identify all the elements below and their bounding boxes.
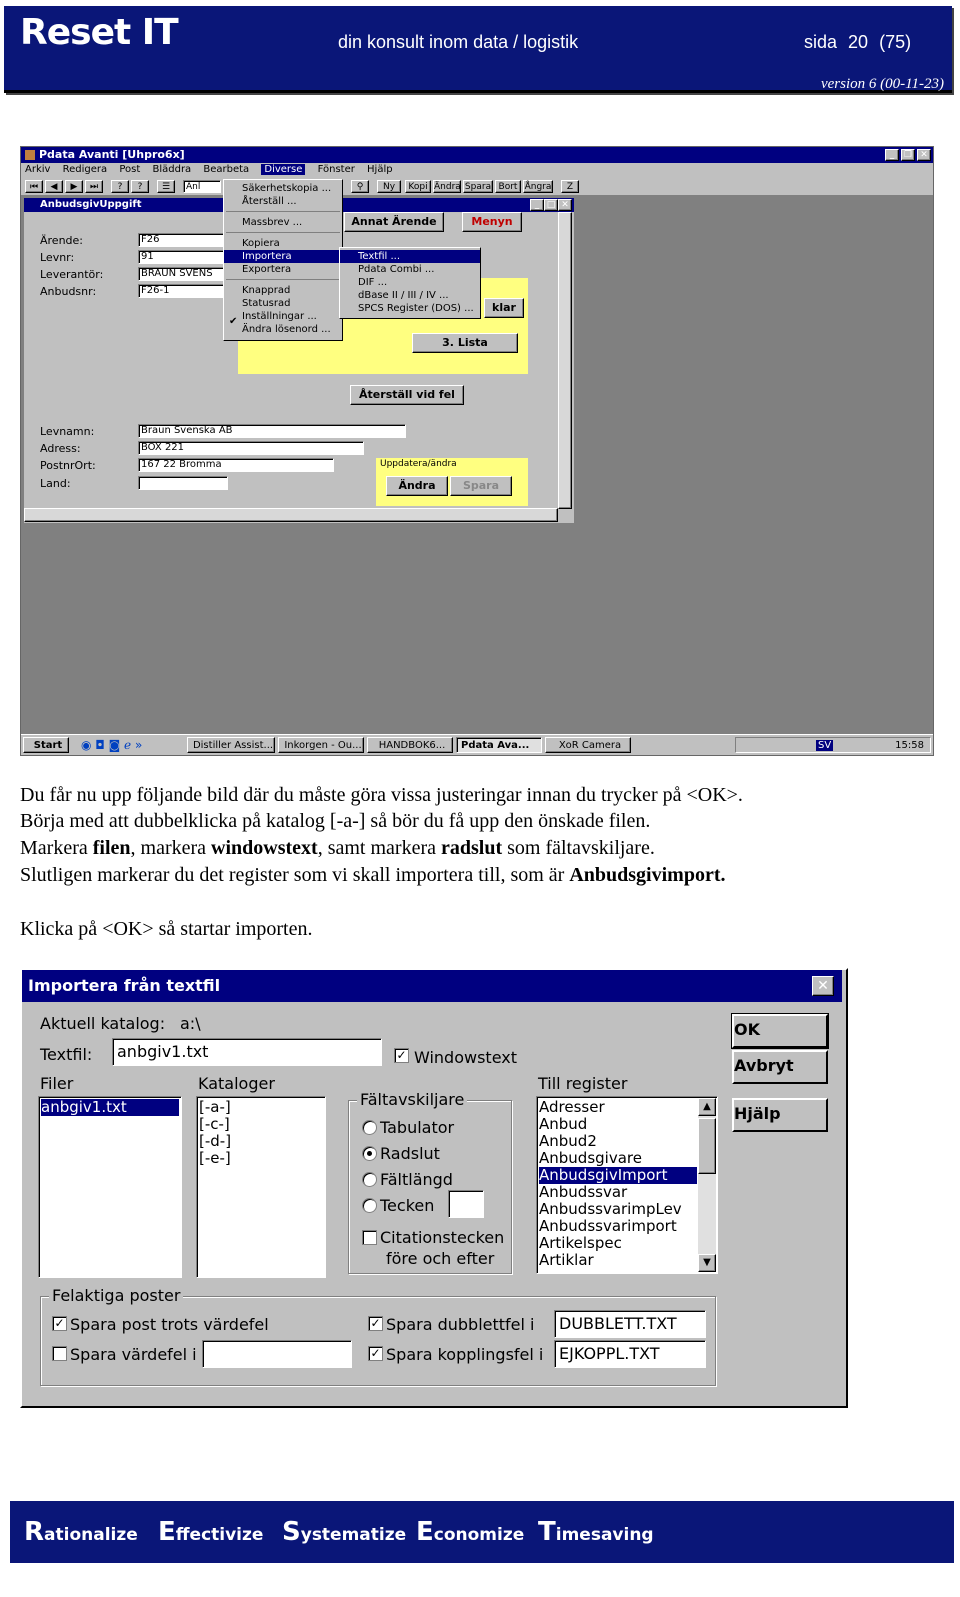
footer-word-rationalize xyxy=(24,1517,138,1547)
app-title: Pdata Avanti [Uhpro6x] xyxy=(39,148,185,161)
menu-arkiv[interactable]: Arkiv xyxy=(25,164,51,175)
filer-list[interactable] xyxy=(38,1096,182,1278)
taskbar xyxy=(21,734,933,756)
list-icon[interactable]: ☰ xyxy=(157,180,175,193)
list-item-selected[interactable]: AnbudsgivImport xyxy=(539,1167,697,1184)
footer-word-systematize xyxy=(282,1517,406,1547)
first-record-icon[interactable]: ⏮ xyxy=(25,180,43,193)
menu-item[interactable]: DIF ... xyxy=(358,277,388,288)
spara-post-label: Spara post trots värdefel xyxy=(70,1315,269,1334)
restore-icon[interactable]: ❐ xyxy=(901,149,915,161)
child-close-icon[interactable]: ✕ xyxy=(558,199,572,211)
aktuell-katalog-label: Aktuell katalog: xyxy=(40,1014,166,1033)
page-footer xyxy=(10,1501,954,1563)
app-icon xyxy=(25,150,35,160)
footer-initial: T xyxy=(538,1517,556,1547)
tagline: din konsult inom data / logistik xyxy=(338,32,579,52)
scroll-down-icon[interactable]: ▼ xyxy=(698,1254,716,1272)
quicklaunch-icon[interactable]: ◉ ◘ ◙ ℯ » xyxy=(81,738,143,752)
menu-item[interactable]: Inställningar ... xyxy=(242,311,317,322)
menu-item[interactable]: Statusrad xyxy=(242,298,291,309)
radslut-radio[interactable] xyxy=(362,1146,377,1161)
field-label: Ärende: xyxy=(40,234,84,247)
textfil-input[interactable]: anbgiv1.txt xyxy=(112,1038,382,1066)
list-item[interactable]: Anbud xyxy=(539,1115,588,1133)
faltlangd-radio[interactable] xyxy=(362,1172,377,1187)
list-item[interactable]: [-e-] xyxy=(199,1149,231,1167)
menu-item-importera[interactable]: Importera xyxy=(224,250,342,263)
screenshot-pdata-avanti xyxy=(20,146,934,756)
postnrort-input[interactable]: 167 22 Bromma xyxy=(138,458,334,472)
menu-item[interactable]: Massbrev ... xyxy=(242,217,303,228)
text-bold: windowstext xyxy=(211,837,318,859)
tree-icon[interactable]: ⚲ xyxy=(351,180,369,193)
citation-label-1: Citationstecken xyxy=(380,1228,505,1247)
spara-koppling-label: Spara kopplingsfel i xyxy=(386,1345,544,1364)
list-item[interactable]: Anbudssvarimport xyxy=(539,1217,677,1235)
menu-bearbeta[interactable]: Bearbeta xyxy=(203,164,250,175)
field-label: Levnr: xyxy=(40,251,75,264)
menu-item-knapprad[interactable]: Knapprad xyxy=(242,285,291,296)
diverse-menu xyxy=(223,179,343,341)
child-title: AnbudsgivUppgift xyxy=(40,199,142,210)
windowstext-label: Windowstext xyxy=(414,1048,517,1067)
kataloger-label: Kataloger xyxy=(198,1074,275,1093)
windowstext-checkbox[interactable]: ✓ xyxy=(394,1048,409,1063)
menyn-button[interactable]: Menyn xyxy=(462,212,522,232)
last-record-icon[interactable]: ⏭ xyxy=(85,180,103,193)
menu-separator xyxy=(226,211,340,213)
footer-rest: ationalize xyxy=(44,1525,138,1545)
list-item[interactable]: [-d-] xyxy=(199,1132,232,1150)
import-dialog xyxy=(20,968,848,1408)
tabulator-radio[interactable] xyxy=(362,1120,377,1135)
leverantor-input[interactable]: BRAUN SVENS xyxy=(138,267,228,281)
menubar xyxy=(21,163,933,177)
menu-separator xyxy=(226,279,340,281)
menu-item[interactable]: Kopiera xyxy=(242,238,280,249)
next-record-icon[interactable]: ▶ xyxy=(65,180,83,193)
menu-item[interactable]: Exportera xyxy=(242,264,292,275)
text-part: Markera xyxy=(20,837,93,859)
query-icon[interactable]: ? xyxy=(111,180,129,193)
menu-item[interactable]: SPCS Register (DOS) ... xyxy=(358,303,474,314)
clock: 15:58 xyxy=(895,740,924,751)
field-label: Levnamn: xyxy=(40,425,95,438)
spara-dubblett-label: Spara dubblettfel i xyxy=(386,1315,535,1334)
kataloger-list[interactable] xyxy=(196,1096,326,1278)
start-button[interactable]: Start xyxy=(23,737,69,753)
register-list[interactable] xyxy=(536,1096,718,1274)
scroll-thumb[interactable] xyxy=(698,1118,716,1174)
text-part: , samt markera xyxy=(317,837,441,859)
menu-post[interactable]: Post xyxy=(119,164,141,175)
filer-label: Filer xyxy=(40,1074,74,1093)
list-item[interactable]: [-a-] xyxy=(199,1098,231,1116)
version: version 6 (00-11-23) xyxy=(820,76,944,92)
footer-word-economize xyxy=(416,1517,524,1547)
instruction-line-4 xyxy=(20,864,725,887)
check-icon: ✔ xyxy=(229,316,238,327)
child-maximize-icon[interactable]: □ xyxy=(544,199,558,211)
dialog-titlebar xyxy=(22,970,842,1002)
app-titlebar xyxy=(21,147,933,163)
radio-label: Fältlängd xyxy=(380,1170,453,1189)
field-label: Anbudsnr: xyxy=(40,285,97,298)
footer-rest: imesaving xyxy=(555,1525,654,1545)
scroll-up-icon[interactable]: ▲ xyxy=(698,1098,716,1116)
footer-initial: R xyxy=(24,1517,45,1547)
instruction-line-3 xyxy=(20,837,655,860)
menu-bladdra[interactable]: Bläddra xyxy=(152,164,192,175)
anbudsnr-input[interactable]: F26-1 xyxy=(138,284,228,298)
arende-input[interactable]: F26 xyxy=(138,233,228,247)
tecken-radio[interactable] xyxy=(362,1198,377,1213)
koppling-input[interactable]: EJKOPPL.TXT xyxy=(554,1340,706,1368)
hjalp-button[interactable]: Hjälp xyxy=(732,1098,828,1132)
text-part: som fältavskiljare. xyxy=(502,837,655,859)
vardefel-input[interactable] xyxy=(202,1340,352,1368)
citation-checkbox[interactable] xyxy=(362,1230,377,1245)
new-button[interactable]: Ny xyxy=(377,180,401,193)
menu-item[interactable]: Pdata Combi ... xyxy=(358,264,435,275)
adress-input[interactable]: BOX 221 xyxy=(138,441,364,455)
dialog-close-icon[interactable]: ✕ xyxy=(812,976,834,996)
felaktiga-poster-label: Felaktiga poster xyxy=(49,1286,183,1305)
faltavskiljare-label: Fältavskiljare xyxy=(357,1090,467,1109)
spara-post-checkbox[interactable]: ✓ xyxy=(52,1316,67,1331)
edit-button[interactable]: Ändra xyxy=(434,182,461,192)
avbryt-button[interactable]: Avbryt xyxy=(732,1050,828,1084)
list-item[interactable]: Anbudssvar xyxy=(539,1183,628,1201)
dubblett-input[interactable]: DUBBLETT.TXT xyxy=(554,1310,706,1338)
menu-item[interactable]: Återställ ... xyxy=(242,196,297,207)
logo: Reset IT xyxy=(20,12,178,53)
aktuell-katalog-value: a:\ xyxy=(180,1014,201,1033)
radio-label: Radslut xyxy=(380,1144,440,1163)
list-item[interactable]: Artikelspec xyxy=(539,1234,622,1252)
copy-button[interactable]: Kopi xyxy=(405,180,431,193)
list-item[interactable]: Adresser xyxy=(539,1098,605,1116)
klar-button[interactable]: klar xyxy=(484,298,524,318)
land-input[interactable] xyxy=(138,476,228,490)
menu-diverse[interactable]: Diverse xyxy=(261,164,305,175)
save-button[interactable]: Spara xyxy=(464,182,492,192)
footer-initial: E xyxy=(416,1517,434,1547)
aterstall-button[interactable]: Återställ vid fel xyxy=(350,385,464,405)
field-label: PostnrOrt: xyxy=(40,459,96,472)
field-label: Adress: xyxy=(40,442,81,455)
instruction-line-1: Du får nu upp följande bild där du måste göra vissa justeringar innan du trycker på <OK>. xyxy=(20,784,743,806)
levnr-input[interactable]: 91 xyxy=(138,250,228,264)
lang-indicator[interactable]: SV xyxy=(818,740,832,751)
spara-dubblett-checkbox[interactable]: ✓ xyxy=(368,1316,383,1331)
help-icon[interactable]: ? xyxy=(131,180,149,193)
text-bold: Anbudsgivimport. xyxy=(569,864,726,886)
ok-button[interactable]: OK xyxy=(732,1014,828,1048)
menu-fonster[interactable]: Fönster xyxy=(317,164,355,175)
child-minimize-icon[interactable]: _ xyxy=(530,199,544,211)
footer-word-timesaving xyxy=(538,1517,654,1547)
task-pdata[interactable]: Pdata Ava... xyxy=(456,737,542,753)
horizontal-scrollbar[interactable] xyxy=(24,508,558,522)
spara-vardefel-checkbox[interactable] xyxy=(52,1346,67,1361)
task-inkorgen[interactable]: Inkorgen - Ou... xyxy=(278,737,364,753)
update-panel xyxy=(376,458,528,506)
field-label: Land: xyxy=(40,477,71,490)
toolbar xyxy=(21,177,933,196)
text-bold: filen xyxy=(92,837,131,859)
tecken-input[interactable] xyxy=(448,1190,484,1218)
search-field[interactable]: Anl xyxy=(183,180,221,193)
footer-initial: E xyxy=(158,1517,176,1547)
spara-koppling-checkbox[interactable]: ✓ xyxy=(368,1346,383,1361)
menu-hjalp[interactable]: Hjälp xyxy=(367,164,393,175)
undo-button[interactable]: Ångra xyxy=(524,182,552,192)
update-group-label: Uppdatera/ändra xyxy=(380,459,457,469)
dialog-title: Importera från textfil xyxy=(28,976,221,995)
andra-button[interactable]: Ändra xyxy=(386,476,448,496)
import-submenu xyxy=(339,247,481,319)
task-xor[interactable]: XoR Camera xyxy=(545,737,631,753)
footer-rest: conomize xyxy=(433,1525,525,1545)
page-number: 20 xyxy=(848,32,869,52)
close-icon[interactable]: ✕ xyxy=(917,149,931,161)
page-header xyxy=(4,6,952,93)
menu-redigera[interactable]: Redigera xyxy=(62,164,108,175)
vertical-scrollbar[interactable] xyxy=(558,212,572,509)
task-distiller[interactable]: Distiller Assist... xyxy=(187,737,275,753)
task-handbok[interactable]: HANDBOK6... xyxy=(367,737,453,753)
footer-rest: ystematize xyxy=(300,1525,407,1545)
text-part: , markera xyxy=(130,837,212,859)
list-item[interactable]: Anbudsgivare xyxy=(539,1149,642,1167)
page-indicator xyxy=(804,32,911,53)
instruction-line-5: Klicka på <OK> så startar importen. xyxy=(20,918,313,940)
prev-record-icon[interactable]: ◀ xyxy=(45,180,63,193)
footer-initial: S xyxy=(282,1517,301,1547)
annat-arende-button[interactable]: Annat Ärende xyxy=(344,212,444,232)
menu-item[interactable]: Ändra lösenord ... xyxy=(242,324,331,335)
lista-button[interactable]: 3. Lista xyxy=(412,333,518,353)
textfil-label: Textfil: xyxy=(40,1045,93,1064)
text-bold: radslut xyxy=(440,837,503,859)
field-label: Leverantör: xyxy=(40,268,104,281)
till-register-label: Till register xyxy=(538,1074,628,1093)
list-item[interactable]: anbgiv1.txt xyxy=(41,1099,179,1116)
register-scrollbar[interactable] xyxy=(698,1098,716,1272)
menu-item[interactable]: dBase II / III / IV ... xyxy=(358,290,449,301)
radio-label: Tabulator xyxy=(380,1118,455,1137)
system-tray xyxy=(735,737,931,753)
menu-separator xyxy=(226,232,340,234)
page-label: sida xyxy=(804,32,838,52)
spara-button[interactable]: Spara xyxy=(450,476,512,496)
minimize-icon[interactable]: _ xyxy=(885,149,899,161)
footer-rest: ffectivize xyxy=(175,1525,264,1545)
list-item[interactable]: Anbud2 xyxy=(539,1132,597,1150)
list-item[interactable]: Artiklar xyxy=(539,1251,594,1269)
z-icon[interactable]: Z xyxy=(561,180,579,193)
delete-button[interactable]: Bort xyxy=(495,180,521,193)
instruction-line-2: Börja med att dubbelklicka på katalog [-a-] så bör du få upp den önskade filen. xyxy=(20,810,651,832)
levnamn-input[interactable]: Braun Svenska AB xyxy=(138,424,406,438)
text-part: Slutligen markerar du det register som vi skall importera till, som är xyxy=(20,864,570,886)
menu-item[interactable]: Säkerhetskopia ... xyxy=(242,183,332,194)
footer-word-effectivize xyxy=(158,1517,263,1547)
spara-vardefel-label: Spara värdefel i xyxy=(70,1345,197,1364)
list-item[interactable]: AnbudssvarimpLev xyxy=(539,1200,682,1218)
citation-label-2: före och efter xyxy=(386,1249,495,1268)
list-item[interactable]: [-c-] xyxy=(199,1115,230,1133)
page-total: (75) xyxy=(879,32,912,52)
menu-item-textfil[interactable]: Textfil ... xyxy=(340,250,480,263)
radio-label: Tecken xyxy=(380,1196,435,1215)
